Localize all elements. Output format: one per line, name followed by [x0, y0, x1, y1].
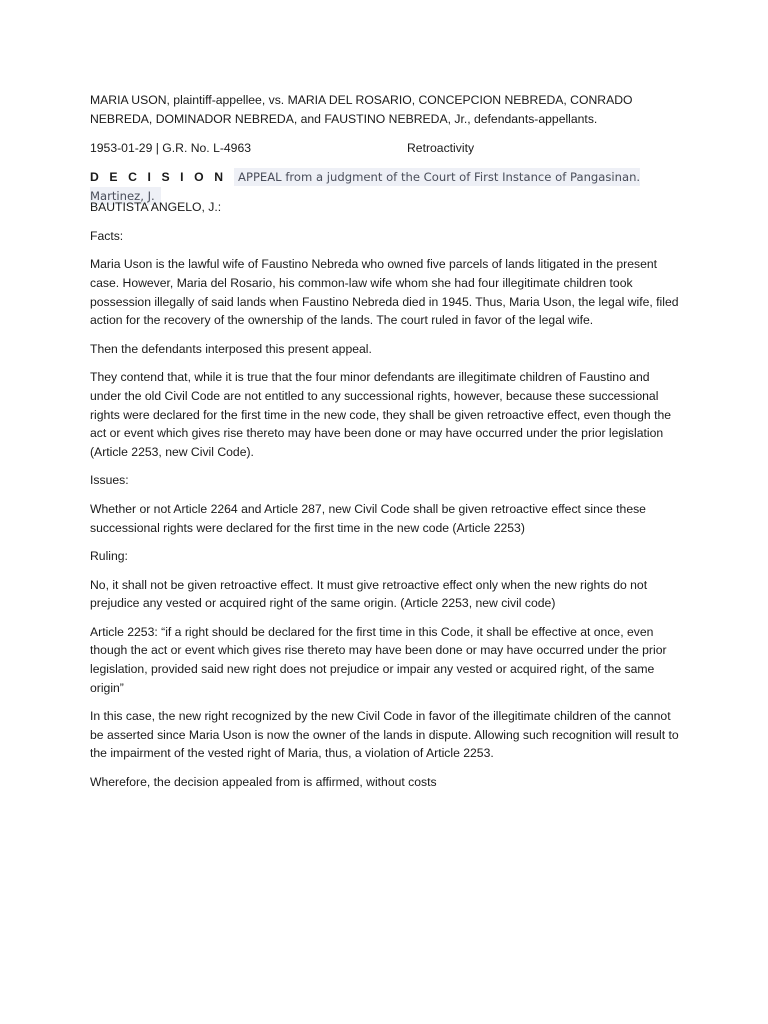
facts-paragraph: They contend that, while it is true that the four minor defendants are illegitimate children of Faustino and under the old Civil Code are not entitled to any successional rights, however, because these successional rights were declared for the first time in the new code, they shall be given retroactive effect, even though the act or event which gives rise thereto may have been done or may have occurred under the prior legislation (Article 2253, new Civil Code). — [90, 370, 672, 459]
ruling-paragraph: Wherefore, the decision appealed from is affirmed, without costs — [90, 775, 437, 790]
facts-paragraph: Then the defendants interposed this present appeal. — [90, 341, 372, 356]
ruling-paragraph: Article 2253: “if a right should be declared for the first time in this Code, it shall be effective at once, even though the act or event which gives rise thereto may have been done or may have occurred under the prior legislation, provided said new right does not prejudice or impair any vested or acquired right, of the same origin” — [90, 624, 667, 695]
case-meta — [90, 139, 682, 158]
document-body — [90, 91, 682, 802]
facts-heading: Facts: — [90, 228, 124, 243]
case-topic: Retroactivity — [407, 141, 475, 156]
issues-heading: Issues: — [90, 473, 129, 488]
ponente: BAUTISTA ANGELO, J.: — [90, 200, 222, 215]
case-title: MARIA USON, plaintiff-appellee, vs. MARIA DEL ROSARIO, CONCEPCION NEBREDA, CONRADO NEBREDA, DOMINADOR NEBREDA, and FAUSTINO NEBREDA, Jr., defendants-appellants. — [90, 93, 633, 126]
decision-label: D E C I S I O N — [90, 170, 227, 185]
ruling-paragraph: No, it shall not be given retroactive effect. It must give retroactive effect only when the new rights do not prejudice any vested or acquired right of the same origin. (Article 2253, new civil code) — [90, 577, 648, 611]
case-date-gr-number: 1953-01-29 | G.R. No. L-4963 — [90, 141, 252, 156]
ruling-heading: Ruling: — [90, 549, 128, 564]
decision-row — [90, 168, 682, 203]
issues-paragraph: Whether or not Article 2264 and Article 287, new Civil Code shall be given retroactive effect since these successional rights were declared for the first time in the new code (Article 2253) — [90, 501, 646, 535]
appeal-note-highlight: APPEAL from a judgment of the Court of First Instance of Pangasinan. Martinez, J. — [90, 170, 641, 203]
facts-paragraph: Maria Uson is the lawful wife of Faustino Nebreda who owned five parcels of lands litigated in the present case. However, Maria del Rosario, his common-law wife whom she had four illegitimate children took possession illegally of said lands when Faustino Nebreda died in 1945. Thus, Maria Uson, the legal wife, filed action for the recovery of the ownership of the lands. The court ruled in favor of the legal wife. — [90, 257, 679, 328]
ruling-paragraph: In this case, the new right recognized by the new Civil Code in favor of the illegitimate children of the cannot be asserted since Maria Uson is now the owner of the lands in dispute. Allowing such recognition will result to the impairment of the vested right of Maria, thus, a violation of Article 2253. — [90, 709, 679, 761]
